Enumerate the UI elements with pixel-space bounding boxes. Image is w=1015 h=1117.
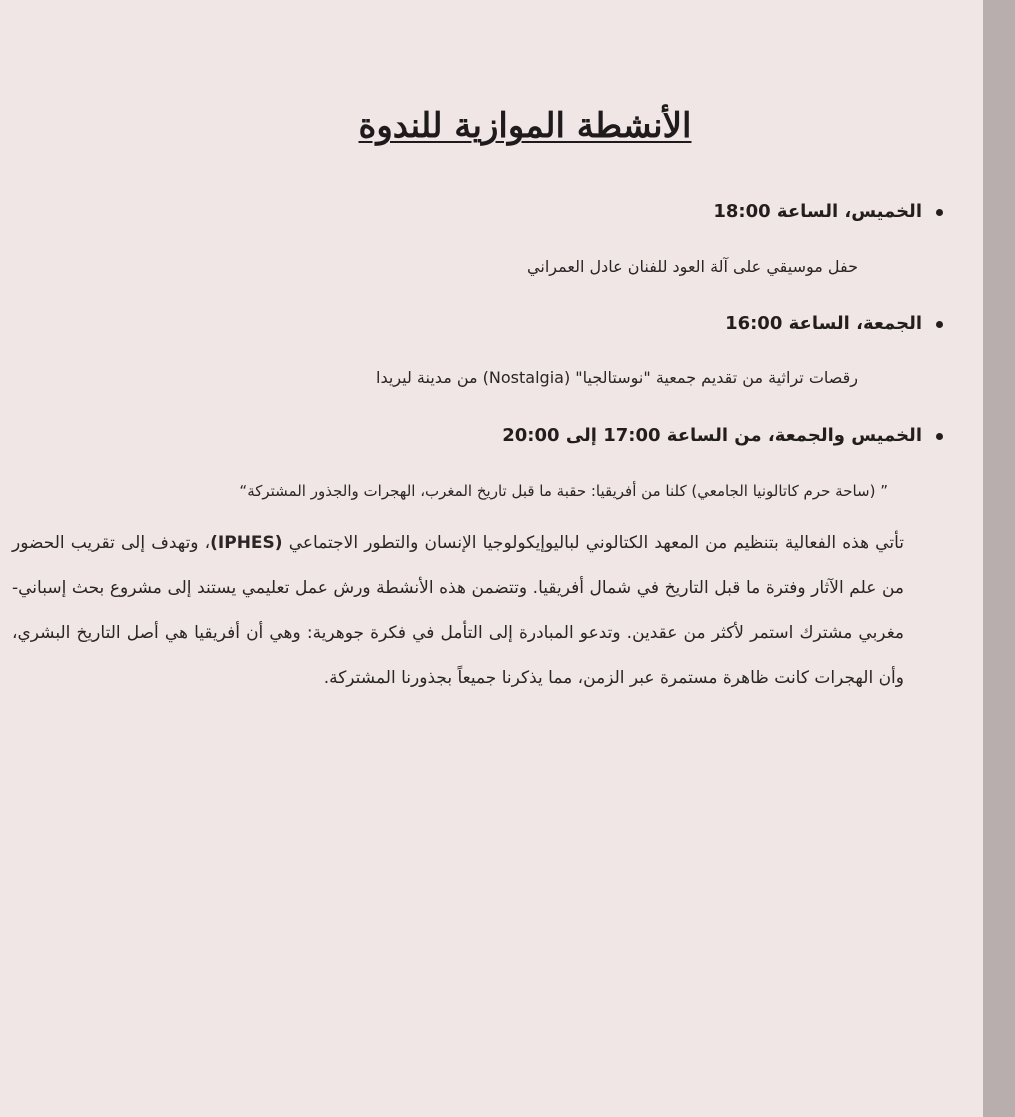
side-strip [983,0,1015,1117]
event-heading-3 [343,422,943,450]
event-heading-2 [343,310,943,338]
event-heading-text: الجمعة، الساعة 16:00 [725,313,922,334]
bullet-icon [936,321,943,328]
event-description-2: رقصات تراثية من تقديم جمعية "نوستالجيا" (Nostalgia) من مدينة ليريدا [376,368,858,387]
paragraph-lead: تأتي هذه الفعالية بتنظيم من المعهد الكتالوني لباليوإيكولوجيا الإنسان والتطور الاجتماعي [282,533,904,553]
event-heading-1 [343,198,943,226]
event-description-1: حفل موسيقي على آلة العود للفنان عادل العمراني [527,257,858,276]
event-heading-text: الخميس، الساعة 18:00 [713,201,922,222]
bullet-icon [936,433,943,440]
page-title: الأنشطة الموازية للندوة [358,106,692,146]
paragraph-acronym: (IPHES) [210,533,283,553]
event-heading-text: الخميس والجمعة، من الساعة 17:00 إلى 20:00 [502,425,922,446]
body-paragraph [12,521,904,701]
paragraph-rest: ، وتهدف إلى تقريب الحضور من علم الآثار وفترة ما قبل التاريخ في شمال أفريقيا. وتتضمن هذه الأنشطة ورش عمل تعليمي يستند إلى مشروع بحث إسباني-مغربي مشترك استمر لأكثر من عقدين. وتدعو المبادرة إلى التأمل في فكرة جوهرية: وهي أن أفريقيا هي أصل التاريخ البشري، وأن الهجرات كانت ظاهرة مستمرة عبر الزمن، مما يذكرنا جميعاً بجذورنا المشتركة. [12,533,904,688]
bullet-icon [936,209,943,216]
event-description-3: ” (ساحة حرم كاتالونيا الجامعي) كلنا من أفريقيا: حقبة ما قبل تاريخ المغرب، الهجرات والجذور المشتركة“ [239,482,888,500]
